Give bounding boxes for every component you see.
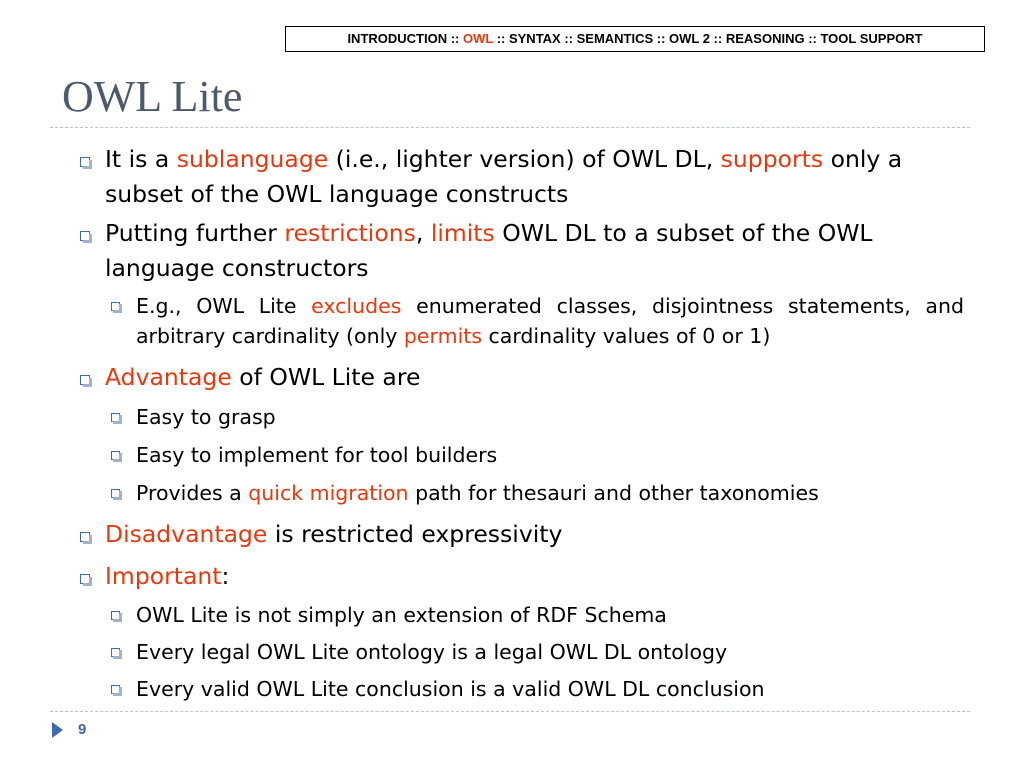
text: It is a bbox=[105, 145, 177, 173]
footer-divider bbox=[50, 711, 970, 712]
square-bullet-icon bbox=[111, 489, 120, 498]
highlight-text: Important bbox=[105, 562, 222, 590]
square-bullet-icon bbox=[80, 231, 90, 241]
highlight-text: supports bbox=[720, 145, 824, 173]
square-bullet-icon bbox=[111, 451, 120, 460]
subbullet-quick-migration bbox=[136, 478, 964, 508]
highlight-text: excludes bbox=[311, 294, 402, 318]
subbullet-easy-to-implement: Easy to implement for tool builders bbox=[136, 443, 498, 467]
highlight-text: quick migration bbox=[248, 481, 409, 505]
square-bullet-icon bbox=[111, 302, 120, 311]
highlight-text: sublanguage bbox=[176, 145, 329, 173]
square-bullet-icon bbox=[111, 413, 120, 422]
square-bullet-icon bbox=[80, 574, 90, 584]
bullet-disadvantage bbox=[105, 517, 965, 552]
subbullet-legal-ontology: Every legal OWL Lite ontology is a legal OWL DL ontology bbox=[136, 640, 728, 664]
nav-current-section: OWL bbox=[462, 31, 494, 46]
square-bullet-icon bbox=[80, 375, 90, 385]
bullet-advantage bbox=[105, 360, 965, 395]
text: OWL DL to a subset of the OWL language constructors bbox=[105, 219, 873, 282]
slide-title: OWL Lite bbox=[62, 72, 243, 121]
text: only a subset of the OWL language constructs bbox=[105, 145, 903, 208]
text: Provides a bbox=[136, 481, 249, 505]
bullet-important bbox=[105, 559, 965, 594]
text: E.g., OWL Lite bbox=[136, 294, 312, 318]
text: is restricted expressivity bbox=[267, 520, 563, 548]
highlight-text: limits bbox=[430, 219, 495, 247]
text: , bbox=[415, 219, 431, 247]
triangle-arrow-icon bbox=[52, 722, 63, 738]
square-bullet-icon bbox=[111, 648, 120, 657]
page-number: 9 bbox=[78, 721, 87, 738]
square-bullet-icon bbox=[111, 611, 120, 620]
nav-text-before: INTRODUCTION :: bbox=[347, 31, 463, 46]
highlight-text: permits bbox=[403, 324, 482, 348]
text: : bbox=[221, 562, 230, 590]
nav-text-after: :: SYNTAX :: SEMANTICS :: OWL 2 :: REASONING :: TOOL SUPPORT bbox=[493, 31, 923, 46]
text: enumerated classes, disjointness statements, and arbitrary cardinality (only bbox=[136, 294, 964, 348]
text: (i.e., lighter version) of OWL DL, bbox=[328, 145, 721, 173]
square-bullet-icon bbox=[80, 532, 90, 542]
bullet-sublanguage bbox=[105, 142, 965, 212]
highlight-text: restrictions bbox=[284, 219, 416, 247]
highlight-text: Advantage bbox=[105, 363, 232, 391]
text: path for thesauri and other taxonomies bbox=[408, 481, 819, 505]
subbullet-valid-conclusion: Every valid OWL Lite conclusion is a valid OWL DL conclusion bbox=[136, 677, 765, 701]
subbullet-easy-to-grasp: Easy to grasp bbox=[136, 405, 276, 429]
text: cardinality values of 0 or 1) bbox=[482, 324, 771, 348]
text: Putting further bbox=[105, 219, 285, 247]
bullet-restrictions bbox=[105, 216, 965, 286]
highlight-text: Disadvantage bbox=[105, 520, 268, 548]
subbullet-not-extension: OWL Lite is not simply an extension of RDF Schema bbox=[136, 603, 667, 627]
square-bullet-icon bbox=[80, 157, 90, 167]
square-bullet-icon bbox=[111, 685, 120, 694]
subbullet-excludes bbox=[136, 291, 964, 351]
text: of OWL Lite are bbox=[231, 363, 421, 391]
